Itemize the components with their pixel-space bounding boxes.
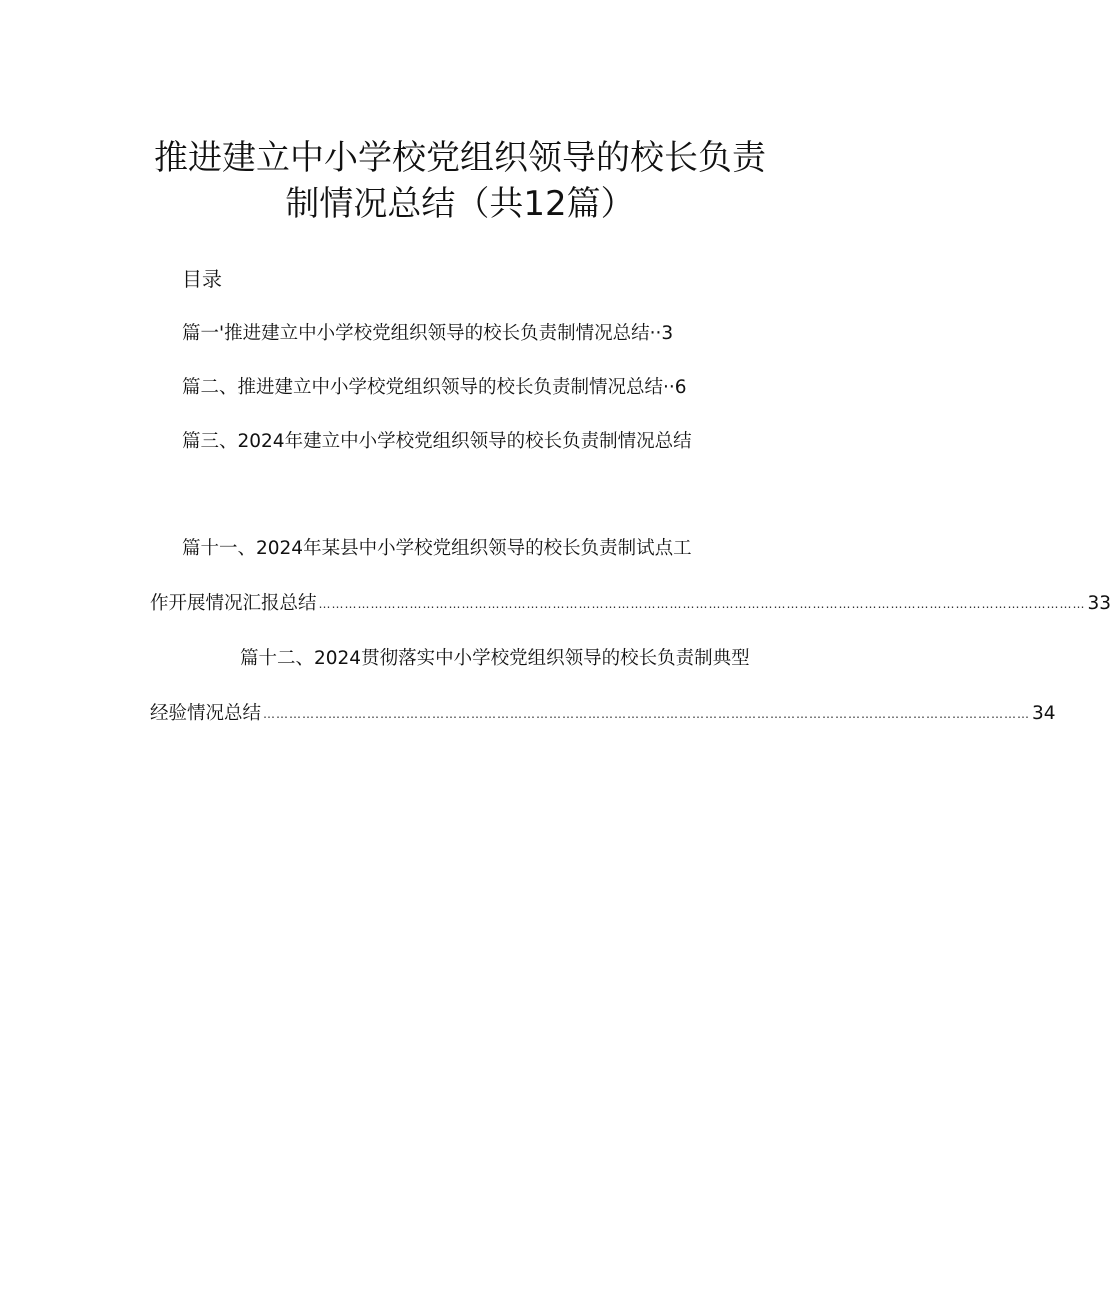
toc-entry-1[interactable]: 篇一'推进建立中小学校党组织领导的校长负责制情况总结··3 — [182, 323, 674, 344]
toc-heading: 目录 — [182, 267, 222, 291]
document-title-line-2: 制情况总结（共12篇） — [285, 184, 635, 224]
document-title-line-1: 推进建立中小学校党组织领导的校长负责 — [154, 138, 766, 178]
toc-entry-12-page-number: 34 — [1032, 703, 1056, 724]
toc-entry-12-text: 经验情况总结 — [150, 703, 262, 724]
toc-entry-11-continuation[interactable] — [150, 590, 1111, 618]
toc-entry-11[interactable]: 篇十一、2024年某县中小学校党组织领导的校长负责制试点工 — [182, 538, 692, 559]
toc-leader-dots: …………………………………………………………………………………………………………………………………………………………… — [318, 597, 1086, 611]
toc-entry-11-text: 作开展情况汇报总结 — [150, 593, 317, 614]
toc-entry-11-page-number: 33 — [1087, 593, 1111, 614]
toc-entry-3[interactable]: 篇三、2024年建立中小学校党组织领导的校长负责制情况总结 — [182, 431, 692, 452]
toc-entry-12-continuation[interactable] — [150, 700, 1056, 728]
toc-entry-2[interactable]: 篇二、推进建立中小学校党组织领导的校长负责制情况总结··6 — [182, 377, 687, 398]
toc-leader-dots: …………………………………………………………………………………………………………………………………………………………… — [263, 707, 1031, 721]
toc-entry-12[interactable]: 篇十二、2024贯彻落实中小学校党组织领导的校长负责制典型 — [240, 648, 750, 669]
